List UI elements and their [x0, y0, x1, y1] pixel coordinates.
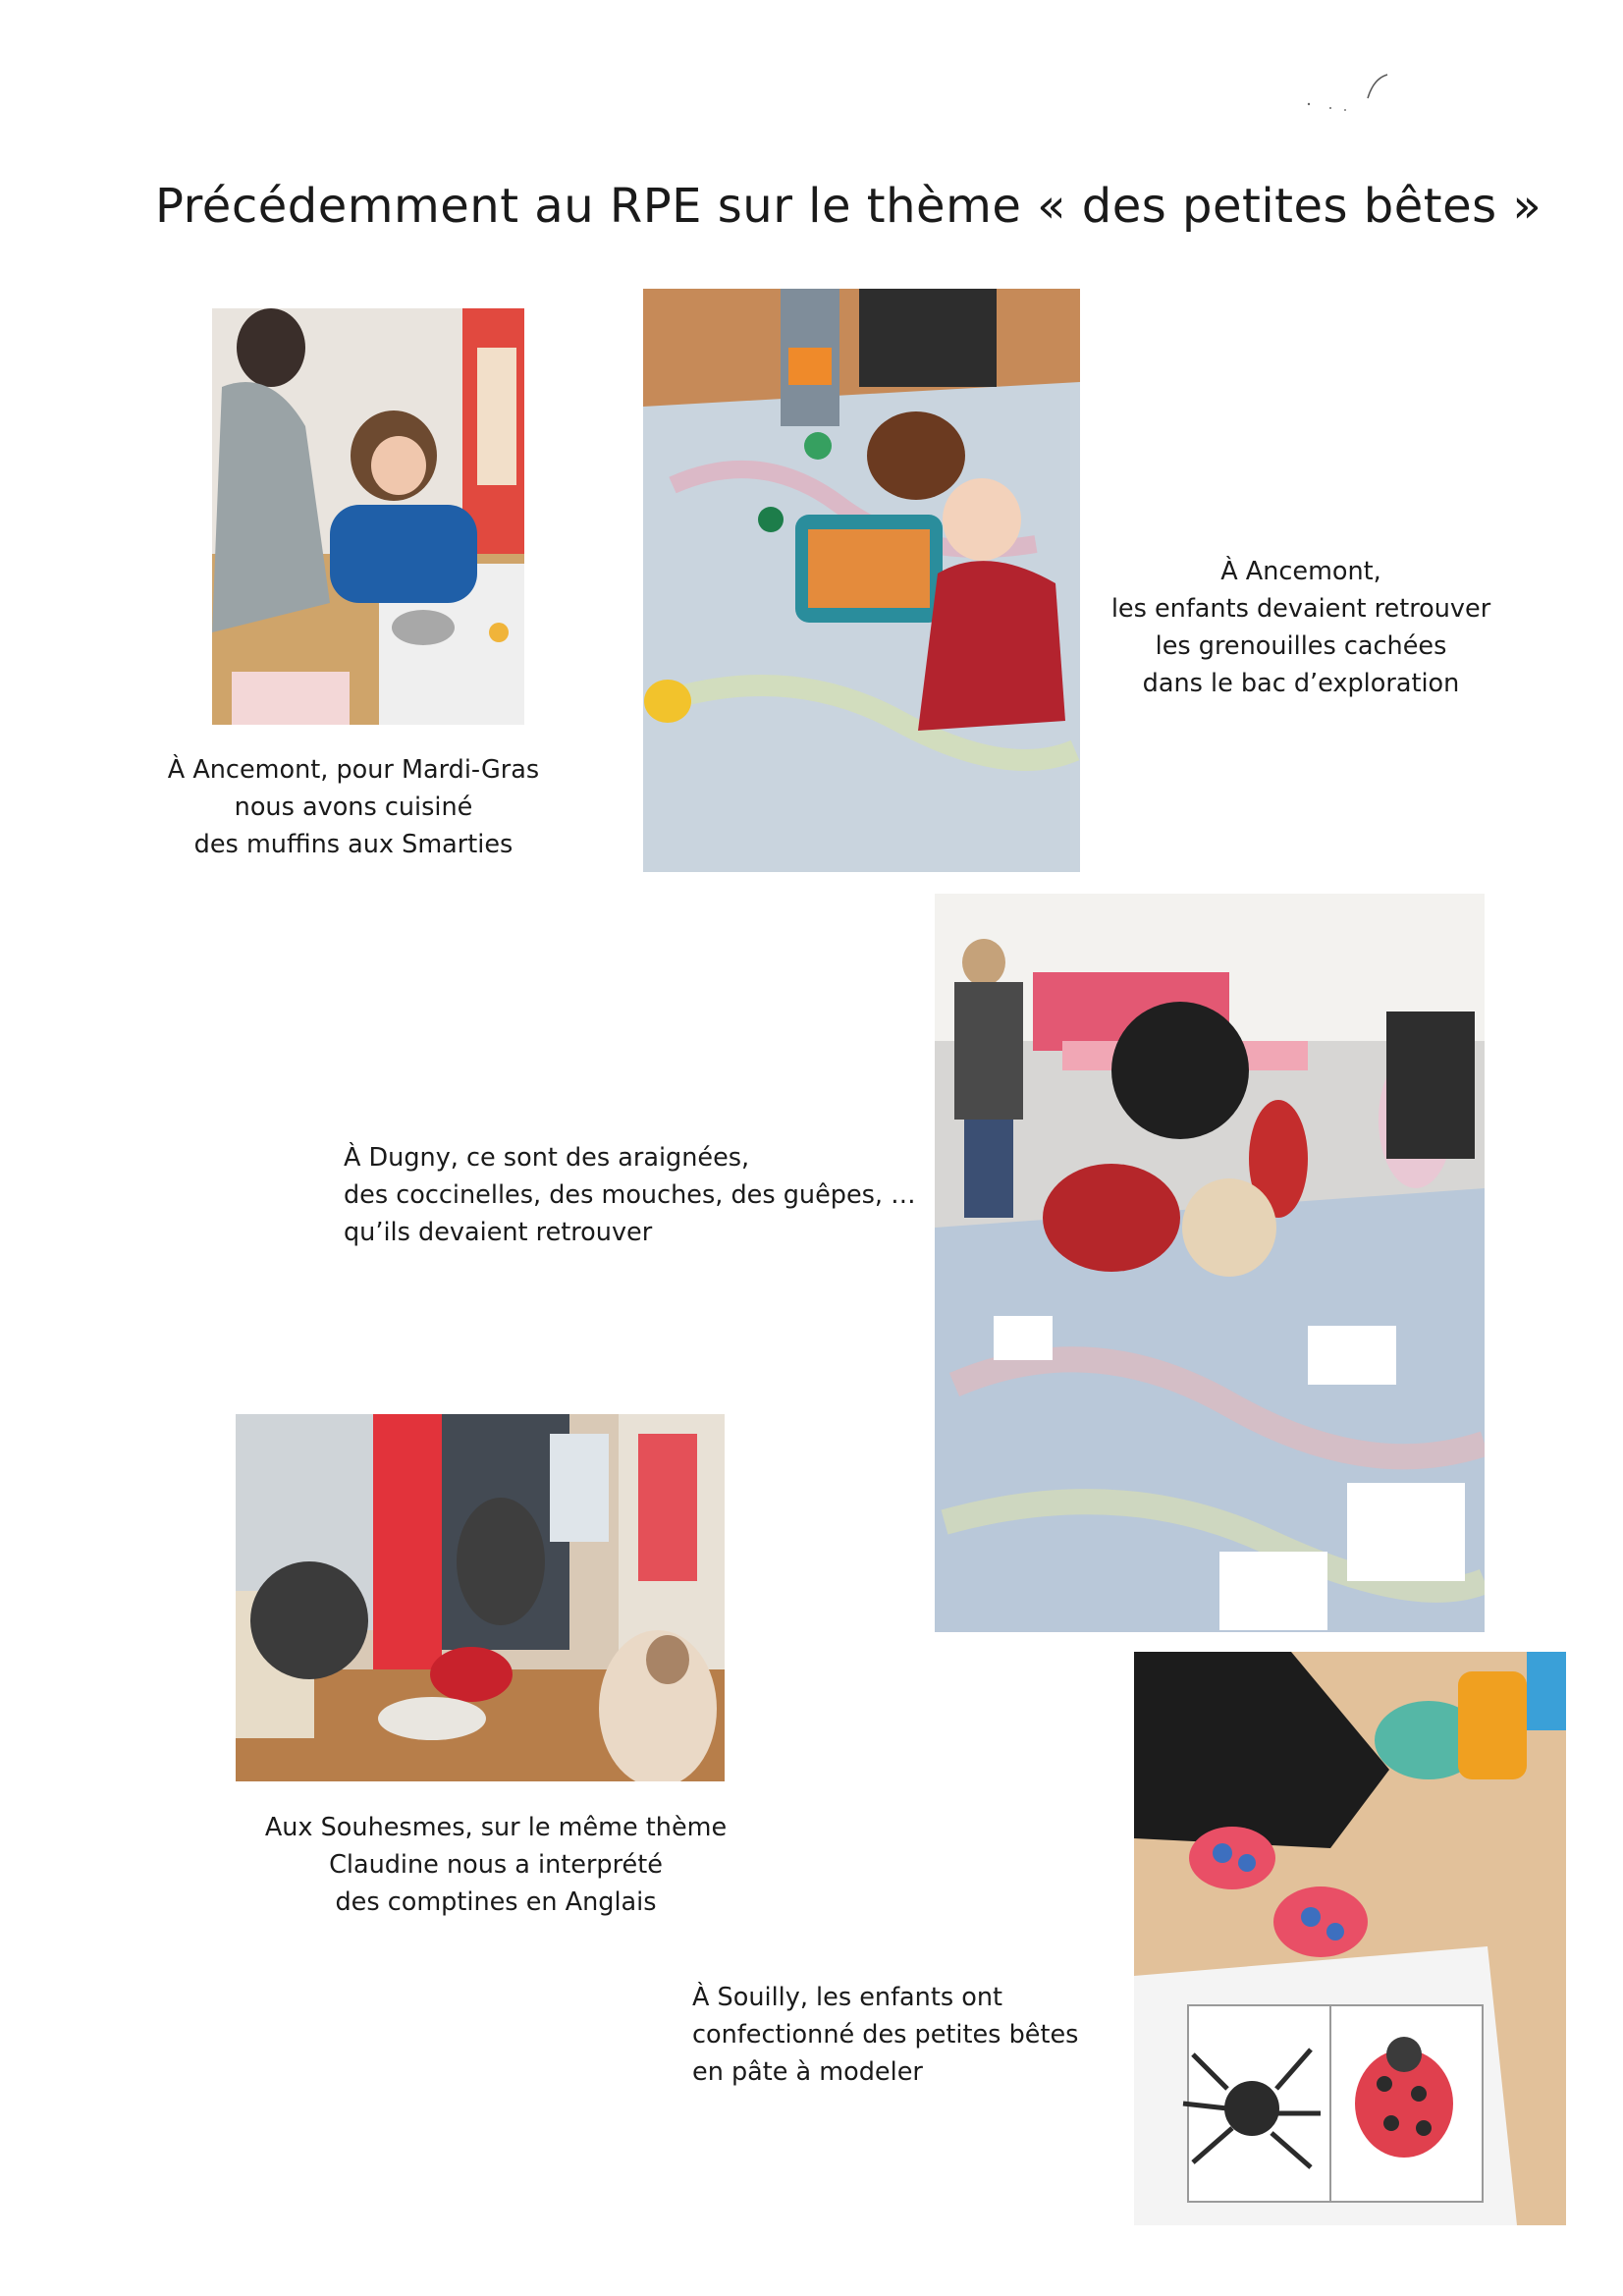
- caption-line: en pâte à modeler: [692, 2057, 923, 2087]
- caption-souhesmes: [260, 1809, 731, 1921]
- caption-line: qu’ils devaient retrouver: [344, 1218, 653, 1247]
- caption-line: À Dugny, ce sont des araignées,: [344, 1143, 750, 1173]
- photo-play-dough-bugs: [1134, 1652, 1566, 2225]
- caption-line: À Ancemont,: [1220, 557, 1381, 586]
- photo-group-search: [935, 894, 1485, 1632]
- caption-line: dans le bac d’exploration: [1142, 669, 1460, 698]
- caption-line: des muffins aux Smarties: [193, 830, 514, 859]
- caption-grenouilles: [1100, 553, 1502, 702]
- photo-exploration-bin: [643, 289, 1080, 872]
- page-title: Précédemment au RPE sur le thème « des petites bêtes »: [155, 179, 1542, 234]
- photo-english-songs: [236, 1414, 725, 1781]
- caption-line: À Souilly, les enfants ont: [692, 1983, 1002, 2012]
- caption-line: Aux Souhesmes, sur le même thème: [264, 1813, 728, 1842]
- caption-line: les grenouilles cachées: [1155, 631, 1447, 661]
- caption-line: des comptines en Anglais: [335, 1887, 657, 1917]
- caption-line: nous avons cuisiné: [234, 793, 473, 822]
- caption-line: À Ancemont, pour Mardi-Gras: [167, 755, 540, 785]
- scan-mark: [1301, 69, 1399, 118]
- caption-muffins: [147, 751, 560, 863]
- caption-souilly: [692, 1979, 1124, 2091]
- photo-cooking-muffins: [212, 308, 524, 725]
- caption-line: Claudine nous a interprété: [329, 1850, 663, 1880]
- caption-dugny: [344, 1139, 916, 1251]
- caption-line: des coccinelles, des mouches, des guêpes, …: [344, 1180, 916, 1210]
- caption-line: confectionné des petites bêtes: [692, 2020, 1079, 2050]
- caption-line: les enfants devaient retrouver: [1110, 594, 1491, 624]
